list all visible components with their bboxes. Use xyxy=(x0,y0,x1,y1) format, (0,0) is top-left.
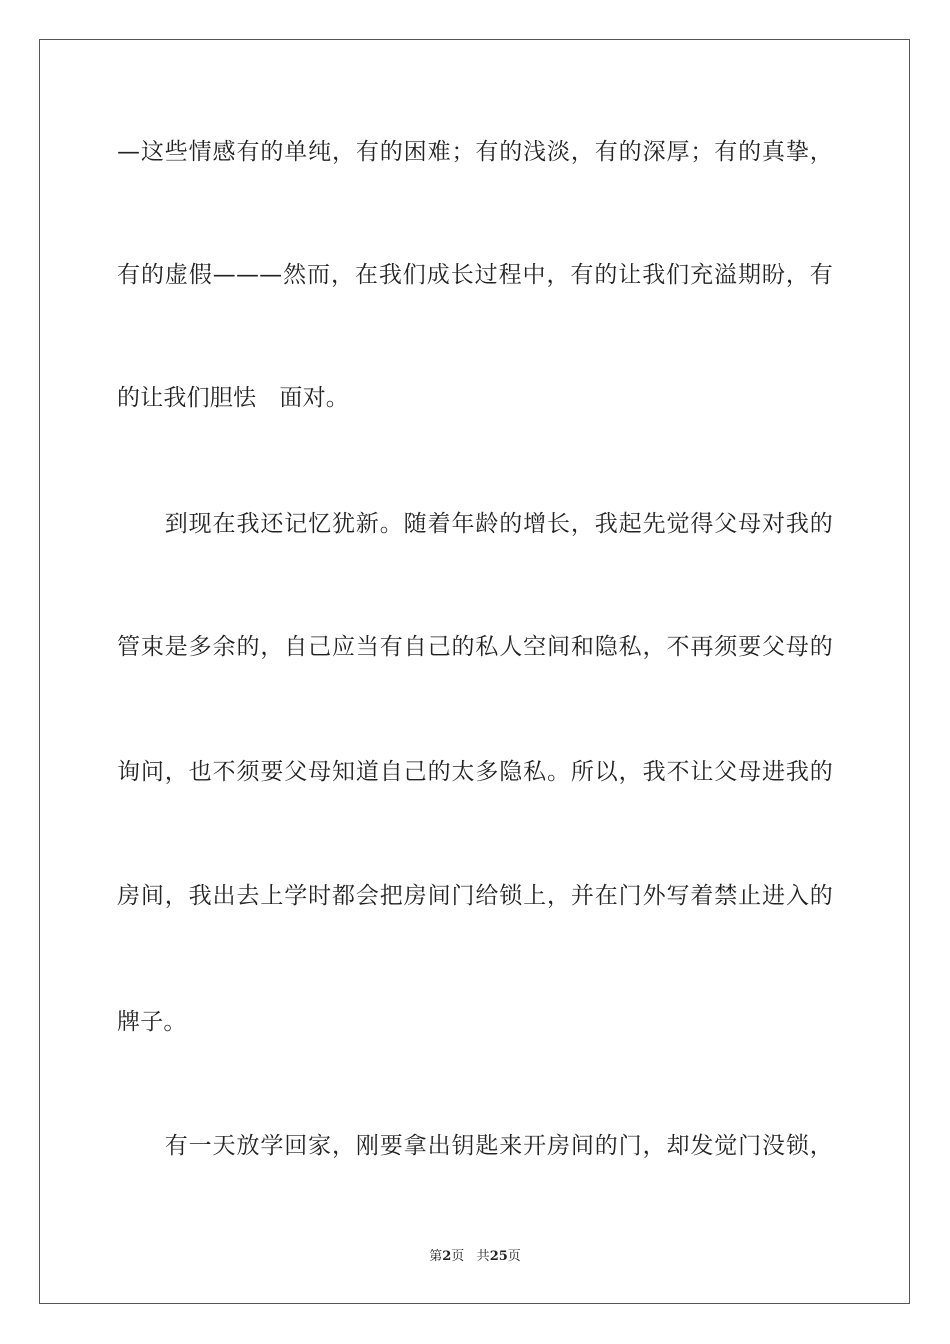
text-line: 的让我们胆怯 面对。 xyxy=(117,385,349,411)
text-line: 房间，我出去上学时都会把房间门给锁上，并在门外写着禁止进入的 xyxy=(117,883,833,909)
text-line: —这些情感有的单纯，有的困难；有的浅淡，有的深厚；有的真挚， xyxy=(117,139,833,165)
text-line: 到现在我还记忆犹新。随着年龄的增长，我起先觉得父母对我的 xyxy=(117,511,833,537)
page-frame xyxy=(39,39,910,1304)
text-line: 牌子。 xyxy=(117,1009,187,1035)
text-line: 管束是多余的，自己应当有自己的私人空间和隐私，不再须要父母的 xyxy=(117,634,833,660)
page-prefix: 第 xyxy=(429,1249,443,1264)
page-suffix: 页 xyxy=(451,1249,465,1264)
page-number: 2 xyxy=(442,1249,452,1264)
text-line: 有一天放学回家，刚要拿出钥匙来开房间的门，却发觉门没锁， xyxy=(117,1133,833,1159)
total-prefix: 共 xyxy=(476,1249,490,1264)
total-pages: 25 xyxy=(489,1249,508,1264)
total-suffix: 页 xyxy=(507,1249,521,1264)
text-line: 有的虚假———然而，在我们成长过程中，有的让我们充溢期盼，有 xyxy=(117,262,833,288)
text-line: 询问，也不须要父母知道自己的太多隐私。所以，我不让父母进我的 xyxy=(117,759,833,785)
page-footer xyxy=(0,1248,950,1266)
